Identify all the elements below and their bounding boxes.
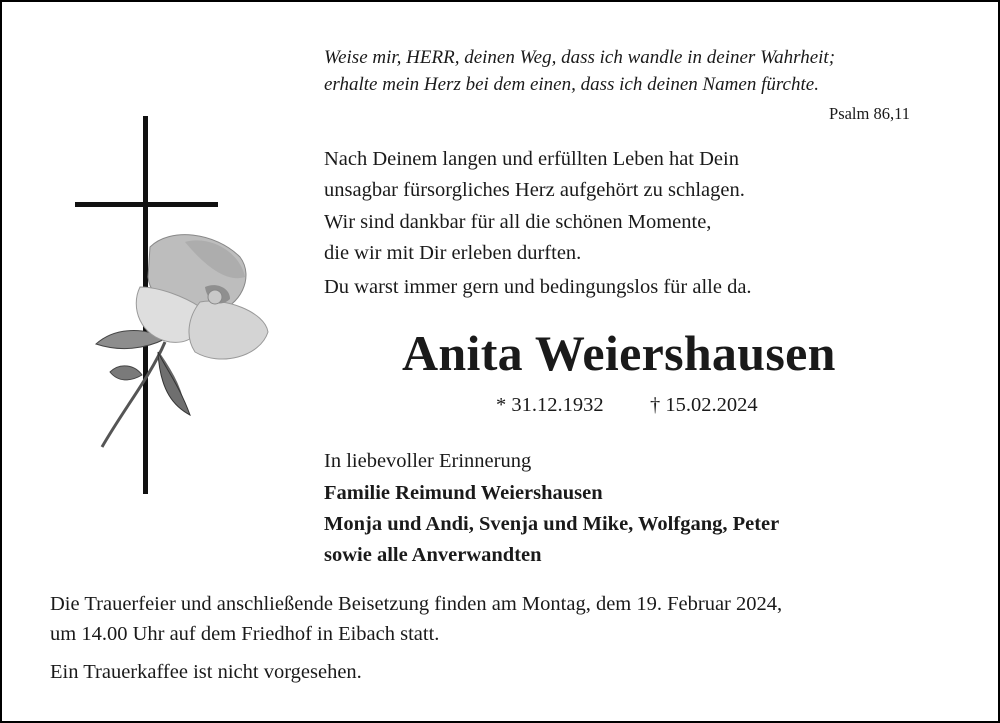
- deceased-name: Anita Weiershausen: [402, 325, 836, 381]
- mourner-line: Monja und Andi, Svenja und Mike, Wolfgang, Peter: [324, 513, 780, 535]
- mourner-line: sowie alle Anverwandten: [324, 544, 542, 566]
- cross-horizontal-bar: [75, 202, 218, 207]
- tribute-paragraph-2: [324, 207, 711, 269]
- bible-verse: [324, 44, 835, 98]
- coffee-note: Ein Trauerkaffee ist nicht vorgesehen.: [50, 661, 362, 683]
- funeral-line: Die Trauerfeier und anschließende Beisetzung finden am Montag, dem 19. Februar 2024,: [50, 593, 783, 615]
- birth-date: * 31.12.1932: [496, 394, 604, 416]
- mourner-line: Familie Reimund Weiershausen: [324, 482, 603, 504]
- tribute-line: unsagbar fürsorgliches Herz aufgehört zu schlagen.: [324, 179, 745, 201]
- death-date: † 15.02.2024: [650, 394, 758, 416]
- verse-reference: Psalm 86,11: [829, 104, 910, 123]
- tribute-paragraph-3: [324, 272, 752, 303]
- tribute-line: Nach Deinem langen und erfüllten Leben hat Dein: [324, 148, 739, 170]
- tribute-paragraph-1: [324, 144, 745, 206]
- mourners-list: [324, 478, 779, 571]
- tribute-line: Wir sind dankbar für all die schönen Momente,: [324, 211, 712, 233]
- tribute-line: die wir mit Dir erleben durften.: [324, 242, 582, 264]
- verse-line-1: Weise mir, HERR, deinen Weg, dass ich wandle in deiner Wahrheit;: [324, 47, 836, 68]
- mourners-intro: In liebevoller Erinnerung: [324, 450, 532, 472]
- funeral-info: [50, 589, 782, 649]
- tribute-line: Du warst immer gern und bedingungslos für alle da.: [324, 276, 752, 298]
- funeral-line: um 14.00 Uhr auf dem Friedhof in Eibach statt.: [50, 623, 440, 645]
- flower-illustration: [90, 227, 280, 457]
- verse-line-2: erhalte mein Herz bei dem einen, dass ich deinen Namen fürchte.: [324, 74, 819, 95]
